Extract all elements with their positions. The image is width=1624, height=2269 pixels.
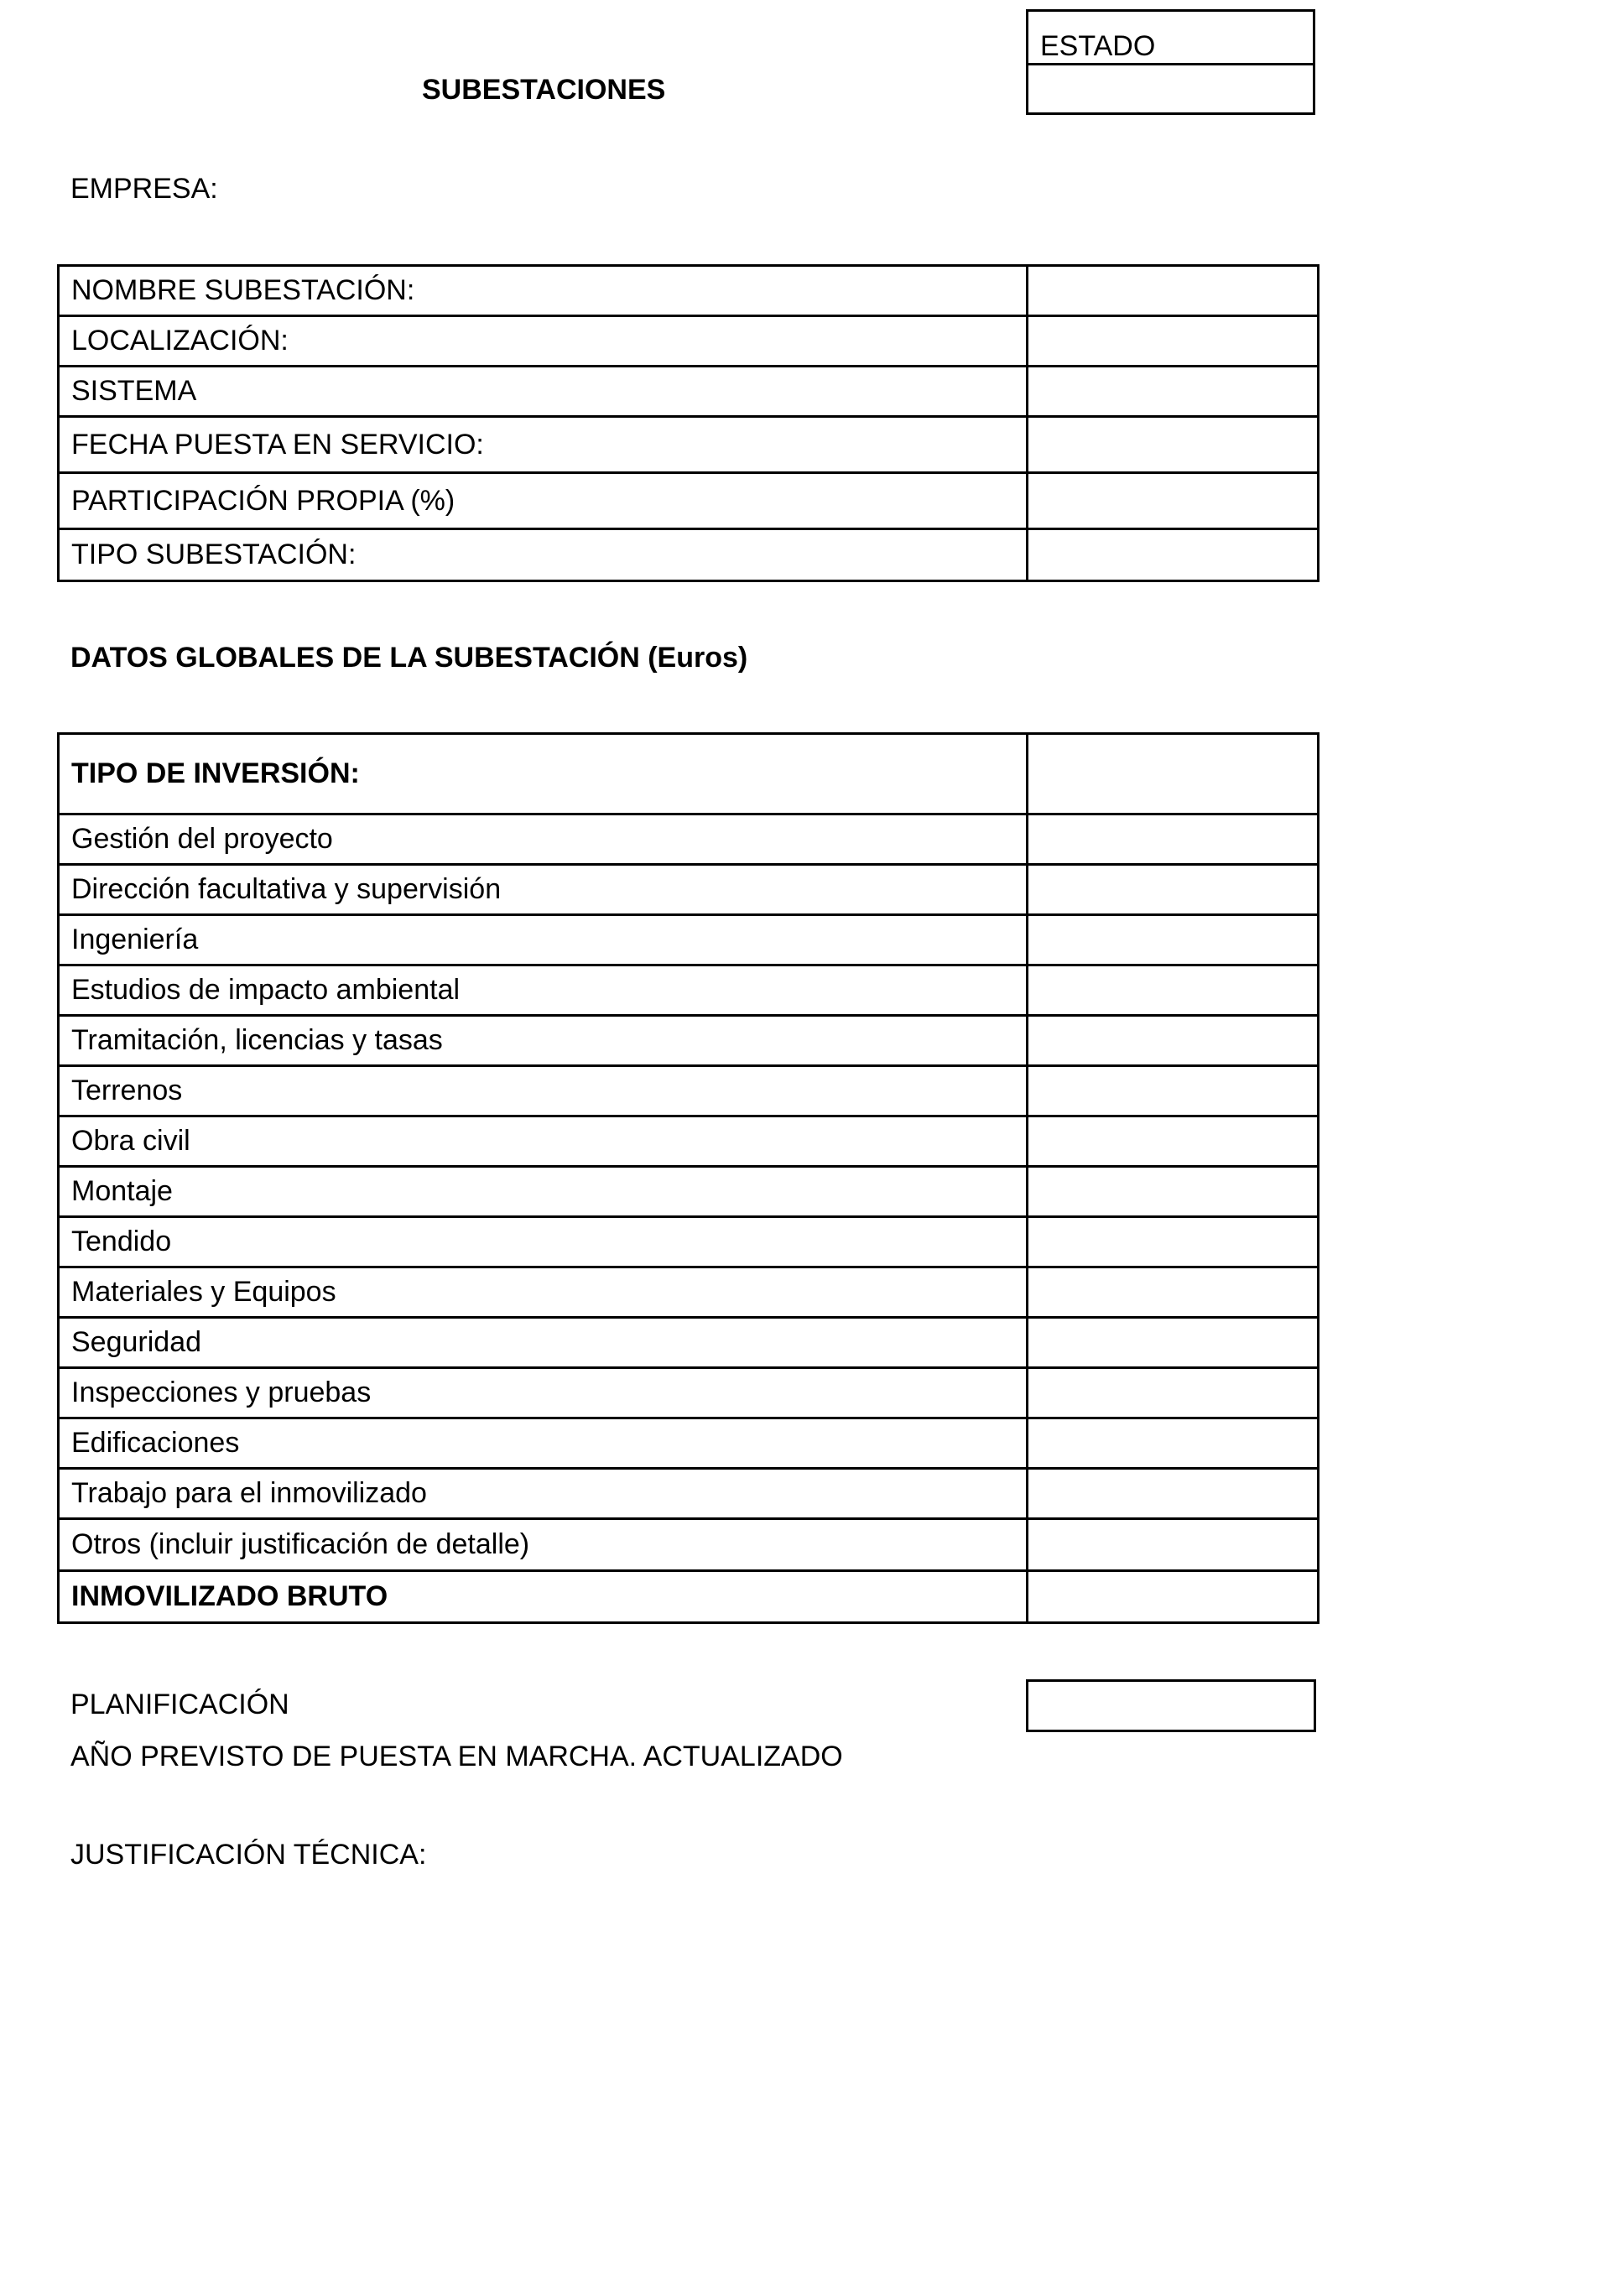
table-header-row	[59, 734, 1319, 814]
table-row	[59, 1469, 1319, 1519]
info-value-participacion[interactable]	[1028, 473, 1319, 529]
table-row	[59, 473, 1319, 529]
table-row	[59, 814, 1319, 865]
estado-label: ESTADO	[1040, 30, 1156, 62]
investment-value[interactable]	[1028, 965, 1319, 1016]
investment-value[interactable]	[1028, 1368, 1319, 1418]
investment-value[interactable]	[1028, 1469, 1319, 1519]
investment-label: Inspecciones y pruebas	[59, 1368, 1028, 1418]
investment-label: Tramitación, licencias y tasas	[59, 1016, 1028, 1066]
investment-total-value[interactable]	[1028, 1571, 1319, 1623]
table-row	[59, 915, 1319, 965]
table-row	[59, 1016, 1319, 1066]
investment-label: Dirección facultativa y supervisión	[59, 865, 1028, 915]
investment-label: Obra civil	[59, 1116, 1028, 1167]
investment-label: Edificaciones	[59, 1418, 1028, 1469]
page-title: SUBESTACIONES	[422, 74, 666, 106]
estado-box	[1026, 9, 1315, 115]
info-label-nombre: NOMBRE SUBESTACIÓN:	[59, 266, 1028, 316]
investment-value[interactable]	[1028, 1167, 1319, 1217]
investment-header-label: TIPO DE INVERSIÓN:	[59, 734, 1028, 814]
info-label-tipo: TIPO SUBESTACIÓN:	[59, 529, 1028, 581]
table-row	[59, 316, 1319, 367]
investment-value[interactable]	[1028, 915, 1319, 965]
investment-label: Otros (incluir justificación de detalle)	[59, 1519, 1028, 1571]
investment-value[interactable]	[1028, 814, 1319, 865]
table-row	[59, 1116, 1319, 1167]
table-row	[59, 1318, 1319, 1368]
investment-label: Trabajo para el inmovilizado	[59, 1469, 1028, 1519]
estado-divider	[1028, 63, 1313, 65]
investment-label: Terrenos	[59, 1066, 1028, 1116]
investment-value[interactable]	[1028, 1016, 1319, 1066]
table-row	[59, 1217, 1319, 1267]
investment-label: Montaje	[59, 1167, 1028, 1217]
info-label-participacion: PARTICIPACIÓN PROPIA (%)	[59, 473, 1028, 529]
table-row	[59, 529, 1319, 581]
info-value-sistema[interactable]	[1028, 367, 1319, 417]
planificacion-label: PLANIFICACIÓN	[70, 1689, 289, 1720]
table-row	[59, 1066, 1319, 1116]
investment-table	[57, 732, 1320, 1624]
investment-value[interactable]	[1028, 865, 1319, 915]
investment-label: Materiales y Equipos	[59, 1267, 1028, 1318]
investment-value[interactable]	[1028, 1267, 1319, 1318]
investment-header-value	[1028, 734, 1319, 814]
info-label-fecha: FECHA PUESTA EN SERVICIO:	[59, 417, 1028, 473]
investment-label: Tendido	[59, 1217, 1028, 1267]
info-value-localizacion[interactable]	[1028, 316, 1319, 367]
info-value-fecha[interactable]	[1028, 417, 1319, 473]
investment-label: Estudios de impacto ambiental	[59, 965, 1028, 1016]
table-row	[59, 417, 1319, 473]
info-value-tipo[interactable]	[1028, 529, 1319, 581]
table-row	[59, 1519, 1319, 1571]
table-row	[59, 1418, 1319, 1469]
investment-label: Ingeniería	[59, 915, 1028, 965]
info-label-sistema: SISTEMA	[59, 367, 1028, 417]
investment-label: Seguridad	[59, 1318, 1028, 1368]
investment-total-label: INMOVILIZADO BRUTO	[59, 1571, 1028, 1623]
table-row	[59, 865, 1319, 915]
planificacion-box[interactable]	[1026, 1679, 1316, 1732]
table-row	[59, 1368, 1319, 1418]
table-row	[59, 367, 1319, 417]
info-value-nombre[interactable]	[1028, 266, 1319, 316]
investment-value[interactable]	[1028, 1217, 1319, 1267]
table-row	[59, 965, 1319, 1016]
table-row	[59, 1167, 1319, 1217]
planificacion-sub-label: AÑO PREVISTO DE PUESTA EN MARCHA. ACTUALIZADO	[70, 1741, 843, 1772]
table-row	[59, 266, 1319, 316]
table-row	[59, 1267, 1319, 1318]
investment-value[interactable]	[1028, 1418, 1319, 1469]
investment-value[interactable]	[1028, 1519, 1319, 1571]
investment-label: Gestión del proyecto	[59, 814, 1028, 865]
investment-value[interactable]	[1028, 1318, 1319, 1368]
empresa-label: EMPRESA:	[70, 173, 218, 205]
global-data-heading: DATOS GLOBALES DE LA SUBESTACIÓN (Euros)	[70, 642, 748, 674]
investment-value[interactable]	[1028, 1066, 1319, 1116]
justificacion-label: JUSTIFICACIÓN TÉCNICA:	[70, 1839, 427, 1871]
info-label-localizacion: LOCALIZACIÓN:	[59, 316, 1028, 367]
substation-info-table	[57, 264, 1320, 582]
table-total-row	[59, 1571, 1319, 1623]
investment-value[interactable]	[1028, 1116, 1319, 1167]
